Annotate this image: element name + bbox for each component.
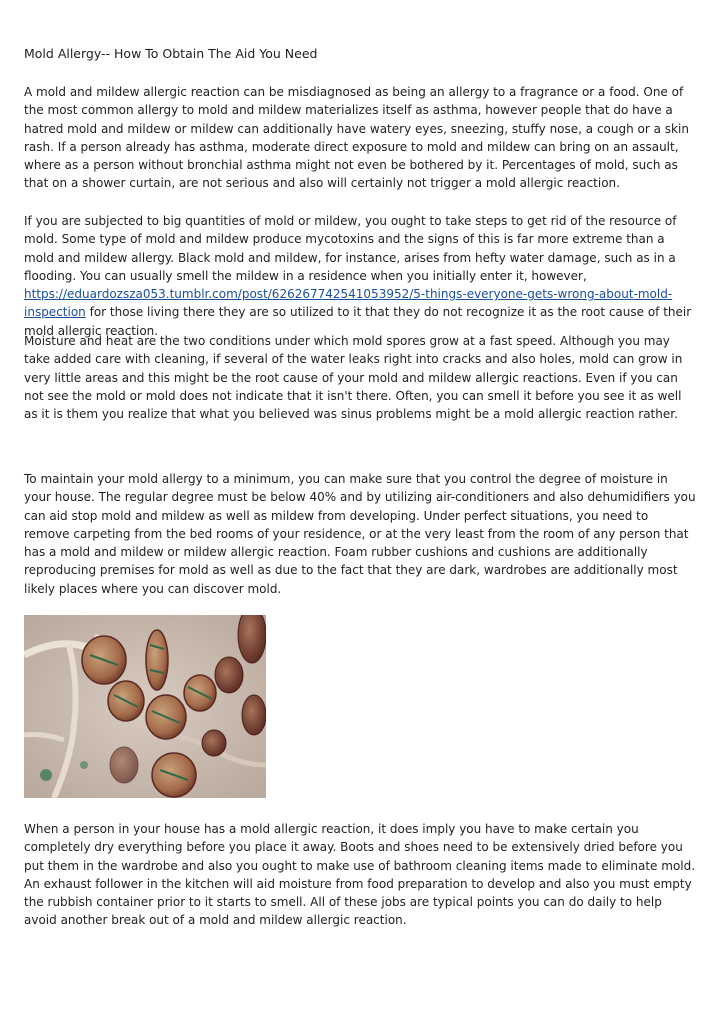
paragraph-2-text-start: If you are subjected to big quantities of mold or mildew, you ought to take steps to get rid of the resource of mold. Some type of mold and mildew produce mycotoxins and the signs of this is far more extreme than a mold and mildew allergy. Black mold and mildew, for instance, arises from hefty water damage, such as in a flooding. You can usually smell the mildew in a residence when you initially enter it, however,: [24, 214, 677, 283]
paragraph-3: Moisture and heat are the two conditions under which mold spores grow at a fast speed. Although you may take added care with cleaning, if several of the water leaks right into cracks and also holes, mold can grow in very little areas and this might be the root cause of your mold and mildew allergic reactions. Even if you can not see the mold or mold does not indicate that it isn't there. Often, you can smell it before you see it as well as it is them you realize that what you believed was sinus problems might be a mold allergic reaction rather.: [24, 334, 683, 422]
paragraph-4: To maintain your mold allergy to a minimum, you can make sure that you control the degree of moisture in your house. The regular degree must be below 40% and by utilizing air-conditioners and also dehumidifiers you can aid stop mold and mildew as well as mildew from developing. Under perfect situations, you need to remove carpeting from the bed rooms of your residence, or at the very least from the room of any person that has a mold and mildew or mildew allergic reaction. Foam rubber cushions and cushions are additionally reproducing premises for mold as well as due to the fact that they are dark, wardrobes are additionally most likely places where you can discover mold.: [24, 472, 696, 596]
paragraph-2: [24, 212, 696, 340]
mold-inspection-link[interactable]: https://eduardozsza053.tumblr.com/post/626267742541053952/5-things-everyone-gets-wrong-about-mold-inspection: [24, 287, 673, 320]
mold-spores-photo: [24, 615, 266, 798]
paragraph-2-text-end: for those living there they are so utilized to it that they do not recognize it as the root cause of their mold allergic reaction.: [24, 305, 692, 338]
paragraph-5: When a person in your house has a mold allergic reaction, it does imply you have to make certain you completely dry everything before you place it away. Boots and shoes need to be extensively dried before you put them in the wardrobe and also you ought to make use of bathroom cleaning items made to eliminate mold. An exhaust follower in the kitchen will aid moisture from food preparation to develop and also you must empty the rubbish container prior to it starts to smell. All of these jobs are typical points you can do daily to help avoid another break out of a mold and mildew allergic reaction.: [24, 822, 696, 928]
paragraph-1: A mold and mildew allergic reaction can be misdiagnosed as being an allergy to a fragrance or a food. One of the most common allergy to mold and mildew materializes itself as asthma, however people that do have a hatred mold and mildew or mildew can additionally have watery eyes, sneezing, stuffy nose, a cough or a skin rash. If a person already has asthma, moderate direct exposure to mold and mildew can bring on an assault, where as a person without bronchial asthma might not even be bothered by it. Percentages of mold, such as that on a shower curtain, are not serious and also will certainly not trigger a mold allergic reaction.: [24, 85, 689, 191]
document-title: Mold Allergy-- How To Obtain The Aid You Need: [24, 46, 318, 61]
